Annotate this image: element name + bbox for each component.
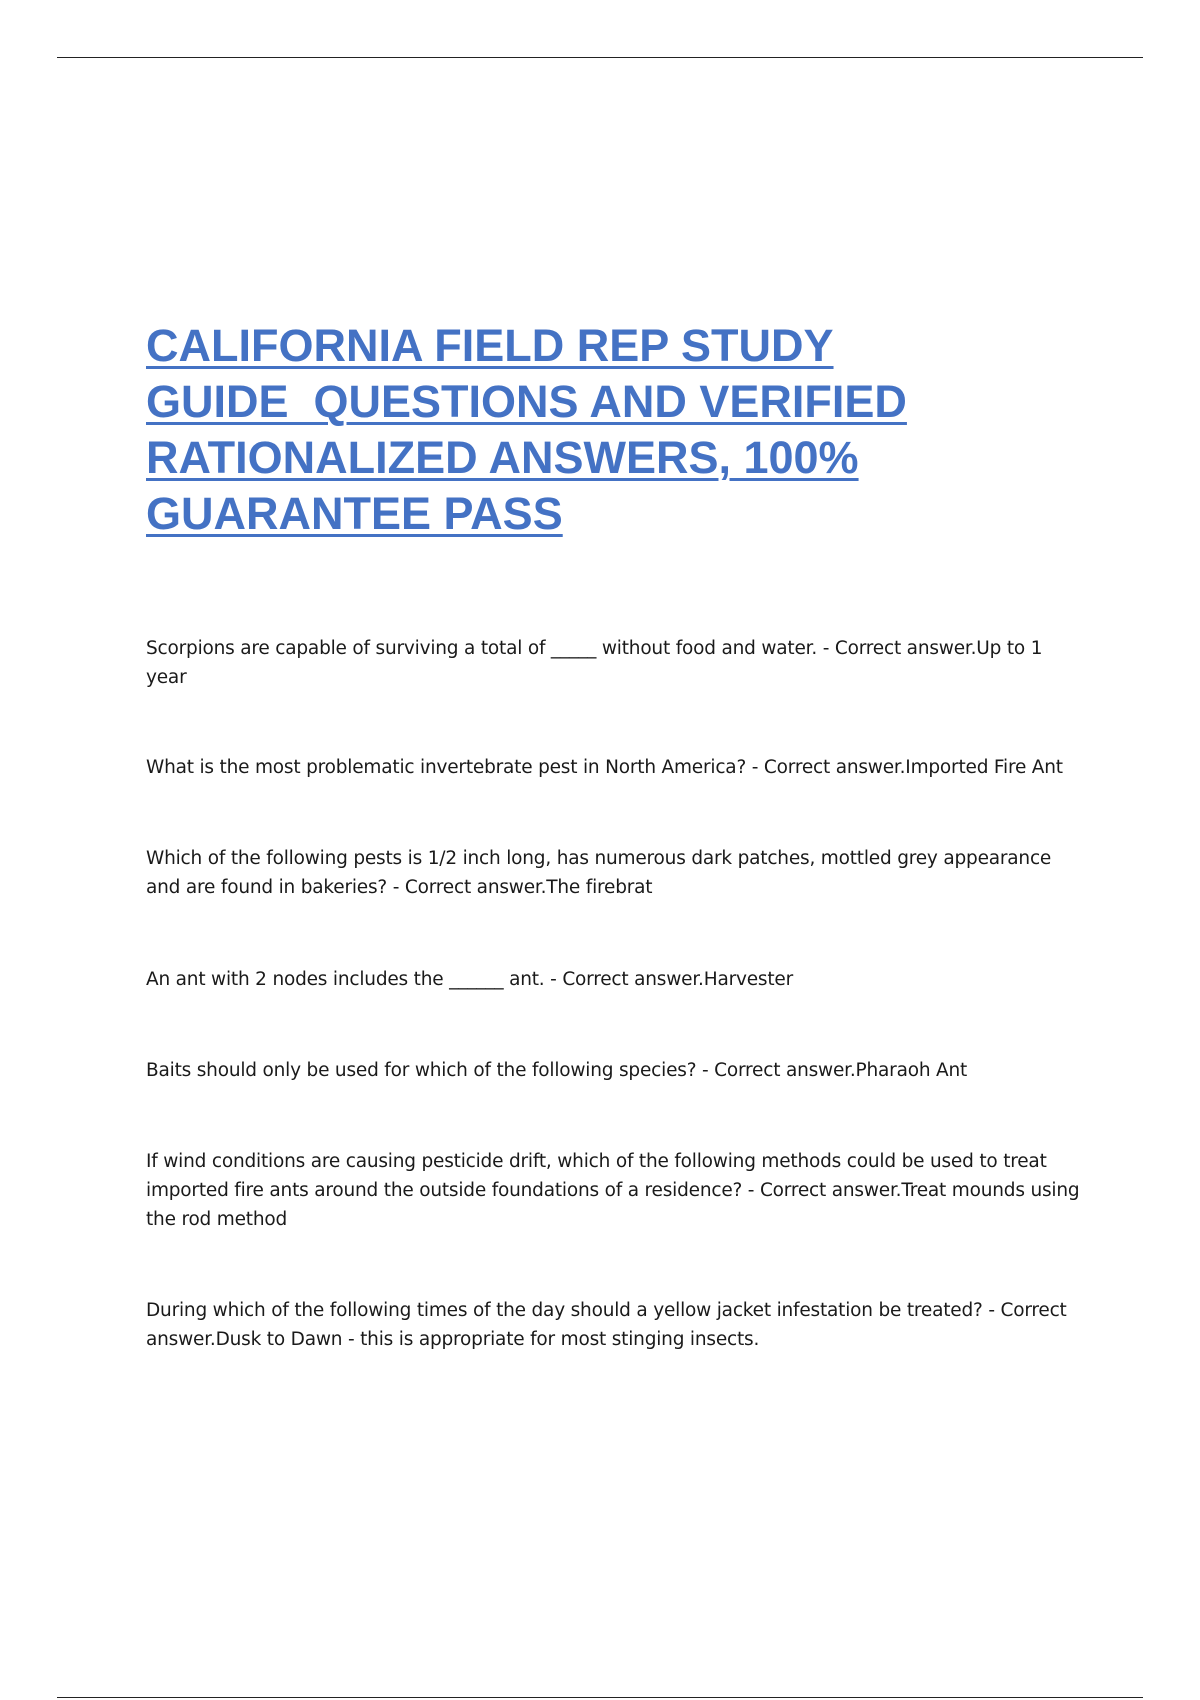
title-line-3: RATIONALIZED ANSWERS, 100% — [146, 432, 859, 483]
qa-item-harvester-ant: An ant with 2 nodes includes the ______ ant. - Correct answer.Harvester — [146, 969, 793, 990]
document-title — [146, 318, 1046, 542]
title-line-2: GUIDE QUESTIONS AND VERIFIED — [146, 376, 907, 427]
qa-item-invertebrate-pest: What is the most problematic invertebrate pest in North America? - Correct answer.Imported Fire Ant — [146, 757, 1063, 778]
footer-rule — [57, 1697, 1143, 1698]
qa-item-yellow-jacket: During which of the following times of the day should a yellow jacket infestation be treated? - Correct answer.Dusk to Dawn - this is appropriate for most stinging insects. — [146, 1300, 1067, 1350]
qa-item-scorpions: Scorpions are capable of surviving a total of _____ without food and water. - Correct answer.Up to 1 year — [146, 638, 1043, 688]
qa-item-firebrat: Which of the following pests is 1/2 inch long, has numerous dark patches, mottled grey appearance and are found in bakeries? - Correct answer.The firebrat — [146, 848, 1052, 898]
title-line-4: GUARANTEE PASS — [146, 488, 563, 539]
qa-item-pharaoh-ant: Baits should only be used for which of the following species? - Correct answer.Pharaoh Ant — [146, 1060, 968, 1081]
qa-item-pesticide-drift: If wind conditions are causing pesticide drift, which of the following methods could be used to treat imported fire ants around the outside foundations of a residence? - Correct answer.Treat mounds using the rod method — [146, 1151, 1080, 1230]
header-rule — [57, 57, 1143, 58]
title-line-1: CALIFORNIA FIELD REP STUDY — [146, 320, 834, 371]
